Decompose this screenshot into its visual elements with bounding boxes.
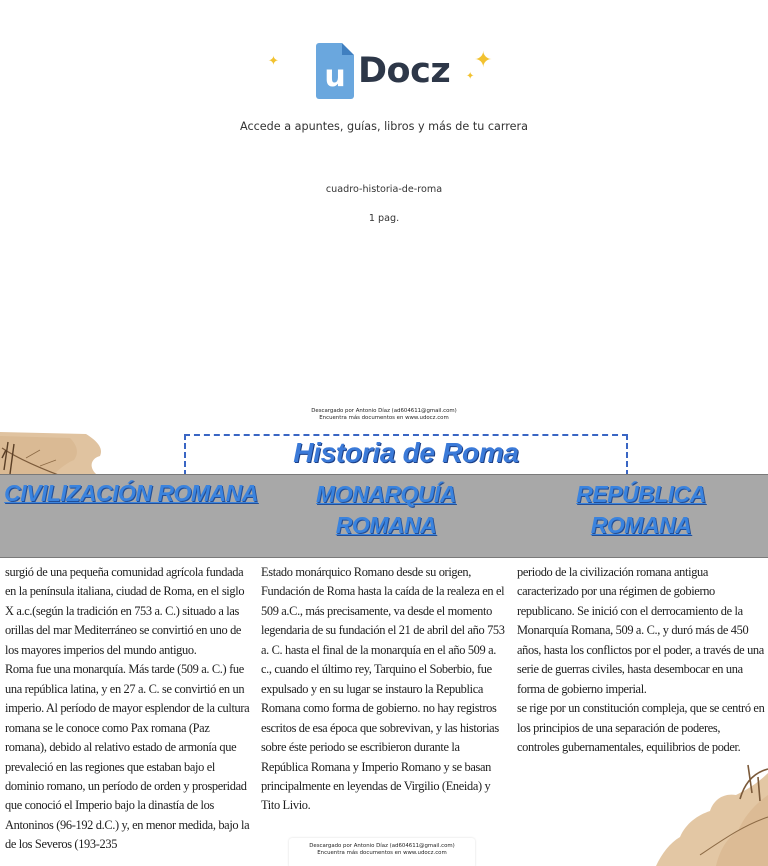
heading-line: ROMANA xyxy=(590,512,692,538)
page-title: Historia de Roma xyxy=(293,437,519,468)
heading-republica-romana xyxy=(514,479,768,541)
document-icon xyxy=(316,43,354,99)
paragraph: Estado monárquico Romano desde su origen, Fundación de Roma hasta la caída de la realeza en el 509 a.C., más precisamente, va desde el momento legendaria de su fundación el 21 de abril del año 753 a. C. hasta el final de la monarquía en el año 509 a. c., cuando el último rey, Tarquino el Soberbio, fue expulsado y en su lugar se instauro la Republica Romana como forma de gobierno. no hay registros escritos de esa época que sobrevivan, y las historias sobre éste periodo se escribieron durante la República Romana y Imperio Romano y se basan principalmente en leyendas de Virgilio (Eneida) y Tito Livio. xyxy=(261,565,505,813)
dry-leaf-bottom-right xyxy=(640,765,768,866)
heading-line: REPÚBLICA xyxy=(576,481,706,507)
udocz-cover xyxy=(0,0,768,430)
watermark-line-1: Descargado por Antonio Díaz (ad604611@gmail.com) xyxy=(311,408,457,414)
column-republica-text xyxy=(517,563,765,758)
sparkle-icon: ✦ xyxy=(268,54,279,69)
paragraph: periodo de la civilización romana antigua caracterizado por una régimen de gobierno republicano. Se inició con el derrocamiento de la Monarquía Romana, 509 a. C., y duró más de 450 años, hasta los conflictos por el poder, a través de una serie de guerras civiles, hasta desembocar en una forma de gobierno imperial. xyxy=(517,565,764,696)
column-civilizacion-text xyxy=(5,563,251,855)
column-monarquia-text xyxy=(261,563,507,816)
heading-line: ROMANA xyxy=(335,512,437,538)
page-count: 1 pag. xyxy=(368,213,400,224)
heading-line: MONARQUÍA xyxy=(316,481,456,507)
watermark-line-1: Descargado por Antonio Díaz (ad604611@gmail.com) xyxy=(309,843,455,849)
heading-monarquia-romana xyxy=(258,479,514,541)
paragraph: se rige por un constitución compleja, que se centró en los principios de una separación de poderes, controles gubernamentales, equilibrios de poder. xyxy=(517,701,765,755)
sparkle-icon: ✦ xyxy=(466,71,475,82)
heading-civilizacion-romana: CIVILIZACIÓN ROMANA xyxy=(4,480,258,506)
paragraph: Roma fue una monarquía. Más tarde (509 a. C.) fue una república latina, y en 27 a. C. se convirtió en un imperio. Al período de mayor esplendor de la cultura romana se le conoce como Pax romana (Paz romana), debido al relativo estado de armonía que prevaleció en las regiones que estaban bajo el dominio romano, un período de orden y prosperidad que conoció el Imperio bajo la dinastía de los Antoninos (96-192 d.C.) y, en menor medida, bajo la de los Severos (193-235 xyxy=(5,662,250,852)
logo-letter: u xyxy=(324,59,346,94)
sparkle-icon: ✦ xyxy=(474,48,493,73)
document-name: cuadro-historia-de-roma xyxy=(325,184,443,195)
download-watermark-top xyxy=(0,408,768,422)
watermark-line-2: Encuentra más documentos en www.udocz.com xyxy=(319,415,449,421)
udocz-logo[interactable] xyxy=(316,42,450,100)
logo-wordmark: Docz xyxy=(358,51,451,91)
watermark-line-2: Encuentra más documentos en www.udocz.com xyxy=(317,850,447,856)
download-watermark-bottom xyxy=(289,838,475,866)
paragraph: surgió de una pequeña comunidad agrícola fundada en la península italiana, ciudad de Roma, en el siglo X a.c.(según la tradición en 753 a. C.) situado a las orillas del mar Mediterráneo se convirtió en uno de los mayores imperios del mundo antiguo. xyxy=(5,565,245,657)
tagline: Accede a apuntes, guías, libros y más de tu carrera xyxy=(240,120,528,133)
